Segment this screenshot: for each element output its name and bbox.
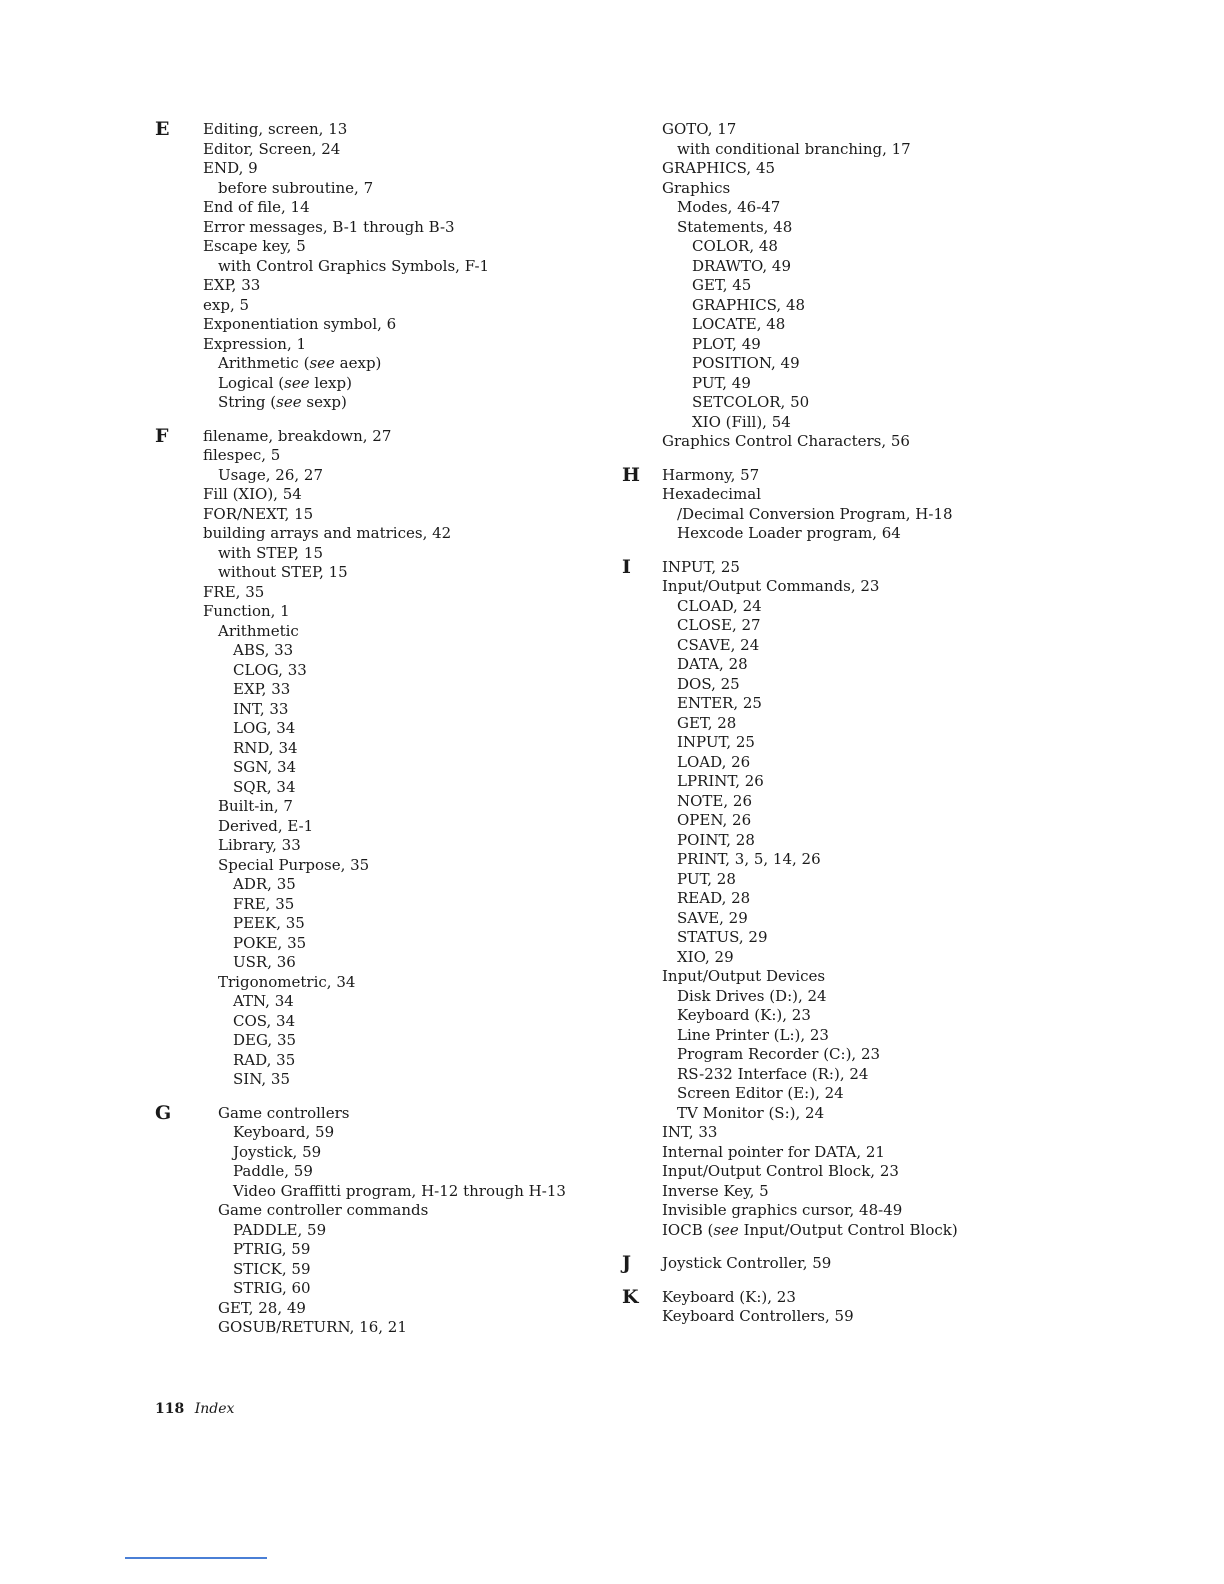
index-entry: Keyboard (K:), 23: [662, 1287, 796, 1306]
index-entry: FOR/NEXT, 15: [203, 504, 314, 523]
index-entry: PADDLE, 59: [233, 1220, 327, 1239]
index-entry: DRAWTO, 49: [692, 256, 792, 275]
index-entry: Library, 33: [218, 836, 301, 854]
index-entry: Game controller commands: [218, 1201, 429, 1219]
entry-text: aexp): [334, 354, 382, 372]
index-entry: before subroutine, 7: [218, 178, 374, 197]
bottom-rule: [125, 1557, 267, 1559]
left-column: [155, 120, 625, 1352]
index-entry: Internal pointer for DATA, 21: [662, 1142, 885, 1161]
index-entry: with STEP, 15: [218, 543, 323, 562]
index-section: [622, 463, 1042, 544]
index-entry: Input/Output Commands, 23: [662, 577, 880, 595]
index-entry: GRAPHICS, 48: [692, 295, 806, 314]
index-entry: Invisible graphics cursor, 48-49: [662, 1201, 903, 1219]
index-entry: RAD, 35: [233, 1050, 296, 1069]
index-entry: SAVE, 29: [677, 908, 748, 927]
index-entry: PLOT, 49: [692, 334, 761, 353]
index-entry: PEEK, 35: [233, 914, 305, 932]
index-entry: COLOR, 48: [692, 237, 778, 255]
index-entry: Built-in, 7: [218, 797, 293, 815]
index-entry: POKE, 35: [233, 933, 307, 952]
index-entry: Disk Drives (D:), 24: [677, 986, 827, 1005]
index-section: [622, 120, 1042, 452]
index-entry: GET, 28, 49: [218, 1298, 306, 1317]
index-entry: GOSUB/RETURN, 16, 21: [218, 1318, 407, 1336]
entry-text: Arithmetic (: [218, 354, 310, 372]
index-entry: NOTE, 26: [677, 791, 752, 810]
index-section: [155, 1101, 625, 1338]
index-entry: COS, 34: [233, 1011, 296, 1030]
index-entry: Trigonometric, 34: [218, 972, 356, 991]
index-entry: SETCOLOR, 50: [692, 393, 810, 411]
index-entry: INT, 33: [233, 699, 289, 718]
index-entry: [203, 374, 625, 394]
index-entry: RS-232 Interface (R:), 24: [677, 1064, 869, 1083]
index-entry: SIN, 35: [233, 1070, 290, 1088]
index-entry: Error messages, B-1 through B-3: [203, 217, 455, 236]
index-section: [155, 424, 625, 1090]
index-entry: Arithmetic: [218, 621, 299, 640]
index-entry: INPUT, 25: [677, 733, 755, 751]
index-entry: XIO (Fill), 54: [692, 412, 791, 431]
index-entry: [662, 1221, 1042, 1241]
index-entry: POSITION, 49: [692, 354, 800, 372]
entry-see: see: [713, 1220, 739, 1239]
index-entry: Program Recorder (C:), 23: [677, 1045, 881, 1063]
index-entry: XIO, 29: [677, 947, 734, 966]
index-entry: OPEN, 26: [677, 811, 752, 829]
index-entry: SQR, 34: [233, 777, 296, 796]
section-letter: E: [155, 118, 170, 140]
index-entry: Joystick Controller, 59: [662, 1254, 832, 1272]
index-entry: [203, 393, 625, 413]
index-section: [155, 120, 625, 413]
index-entry: Keyboard, 59: [233, 1123, 335, 1141]
index-entry: LOAD, 26: [677, 752, 751, 771]
index-entry: DOS, 25: [677, 674, 740, 693]
section-letter: J: [622, 1252, 631, 1274]
index-entry: ATN, 34: [233, 992, 294, 1010]
section-letter: K: [622, 1285, 639, 1308]
index-entry: Modes, 46-47: [677, 198, 781, 216]
index-entry: Hexcode Loader program, 64: [677, 524, 901, 542]
index-entry: USR, 36: [233, 953, 296, 971]
entry-text: String (: [218, 393, 277, 411]
entry-text: sexp): [301, 393, 347, 411]
index-entry: Editor, Screen, 24: [203, 139, 341, 158]
index-entry: Editing, screen, 13: [203, 120, 348, 138]
index-entry: STRIG, 60: [233, 1279, 311, 1297]
index-entry: Input/Output Control Block, 23: [662, 1162, 899, 1180]
index-entry: Input/Output Devices: [662, 967, 826, 985]
index-entry: EXP, 33: [203, 276, 261, 294]
index-entry: Expression, 1: [203, 334, 307, 353]
index-entry: without STEP, 15: [218, 563, 348, 581]
index-entry: exp, 5: [203, 295, 250, 314]
index-entry: END, 9: [203, 159, 258, 177]
index-entry: filename, breakdown, 27: [203, 426, 392, 445]
index-entry: STATUS, 29: [677, 928, 768, 946]
index-entry: Line Printer (L:), 23: [677, 1025, 829, 1044]
page-title: Index: [194, 1401, 235, 1417]
index-entry: LPRINT, 26: [677, 772, 764, 790]
index-entry: with Control Graphics Symbols, F-1: [218, 256, 490, 275]
index-entry: FRE, 35: [233, 894, 295, 913]
index-entry: FRE, 35: [203, 582, 265, 601]
index-entry: Function, 1: [203, 602, 290, 620]
index-entry: GOTO, 17: [662, 120, 737, 138]
index-entry: POINT, 28: [677, 830, 755, 849]
index-entry: Game controllers: [218, 1103, 350, 1122]
index-entry: ENTER, 25: [677, 694, 762, 712]
index-entry: Usage, 26, 27: [218, 465, 324, 484]
index-entry: ABS, 33: [233, 641, 294, 659]
index-entry: SGN, 34: [233, 758, 297, 776]
index-entry: PRINT, 3, 5, 14, 26: [677, 850, 821, 868]
section-letter: H: [622, 463, 640, 486]
index-section: [622, 1254, 1042, 1274]
section-letter: G: [155, 1101, 172, 1124]
entry-see: see: [284, 373, 310, 392]
entry-text: Input/Output Control Block): [738, 1220, 958, 1239]
index-entry: PUT, 28: [677, 869, 736, 888]
index-entry: Video Graffitti program, H-12 through H-13: [233, 1181, 566, 1200]
index-entry: building arrays and matrices, 42: [203, 524, 452, 542]
entry-see: see: [276, 393, 302, 411]
index-entry: EXP, 33: [233, 680, 291, 698]
index-entry: RND, 34: [233, 738, 298, 757]
index-entry: [203, 354, 625, 374]
index-entry: Keyboard (K:), 23: [677, 1006, 811, 1024]
index-entry: LOCATE, 48: [692, 315, 786, 333]
index-section: [622, 555, 1042, 1241]
section-letter: I: [622, 555, 631, 578]
index-entry: CSAVE, 24: [677, 635, 760, 654]
index-entry: Special Purpose, 35: [218, 855, 370, 874]
right-column: [622, 120, 1042, 1341]
index-entry: Inverse Key, 5: [662, 1181, 769, 1200]
index-entry: INT, 33: [662, 1123, 718, 1141]
index-entry: CLOSE, 27: [677, 616, 761, 634]
index-entry: /Decimal Conversion Program, H-18: [677, 504, 953, 523]
section-letter: F: [155, 424, 169, 447]
index-entry: TV Monitor (S:), 24: [677, 1103, 825, 1122]
index-entry: PUT, 49: [692, 373, 751, 392]
index-entry: Exponentiation symbol, 6: [203, 315, 397, 333]
page-number: 118: [155, 1401, 185, 1417]
index-entry: DEG, 35: [233, 1031, 297, 1049]
index-entry: Paddle, 59: [233, 1162, 313, 1180]
entry-text: Logical (: [218, 373, 285, 392]
page-footer: [155, 1401, 234, 1417]
index-entry: GET, 45: [692, 276, 752, 294]
index-entry: with conditional branching, 17: [677, 139, 911, 158]
index-entry: Joystick, 59: [233, 1142, 322, 1161]
index-entry: Harmony, 57: [662, 465, 760, 484]
entry-see: see: [309, 354, 335, 372]
index-entry: Screen Editor (E:), 24: [677, 1084, 844, 1102]
index-entry: PTRIG, 59: [233, 1240, 311, 1258]
index-entry: CLOAD, 24: [677, 596, 762, 615]
index-entry: LOG, 34: [233, 719, 296, 737]
entry-text: IOCB (: [662, 1220, 714, 1239]
index-entry: DATA, 28: [677, 655, 748, 673]
index-entry: CLOG, 33: [233, 660, 307, 679]
index-entry: Hexadecimal: [662, 485, 762, 503]
index-entry: Statements, 48: [677, 217, 793, 236]
index-entry: Escape key, 5: [203, 237, 306, 255]
index-entry: READ, 28: [677, 889, 751, 907]
index-entry: Derived, E-1: [218, 816, 314, 835]
index-entry: ADR, 35: [233, 875, 296, 893]
index-entry: GRAPHICS, 45: [662, 159, 776, 177]
index-entry: filespec, 5: [203, 446, 281, 464]
index-entry: Keyboard Controllers, 59: [662, 1307, 854, 1325]
index-entry: INPUT, 25: [662, 557, 740, 576]
index-entry: End of file, 14: [203, 198, 310, 216]
index-section: [622, 1285, 1042, 1327]
entry-text: lexp): [309, 373, 352, 392]
index-entry: GET, 28: [677, 713, 737, 732]
index-entry: STICK, 59: [233, 1259, 311, 1278]
index-entry: Graphics: [662, 178, 731, 197]
index-entry: Fill (XIO), 54: [203, 485, 302, 503]
index-entry: Graphics Control Characters, 56: [662, 432, 910, 450]
